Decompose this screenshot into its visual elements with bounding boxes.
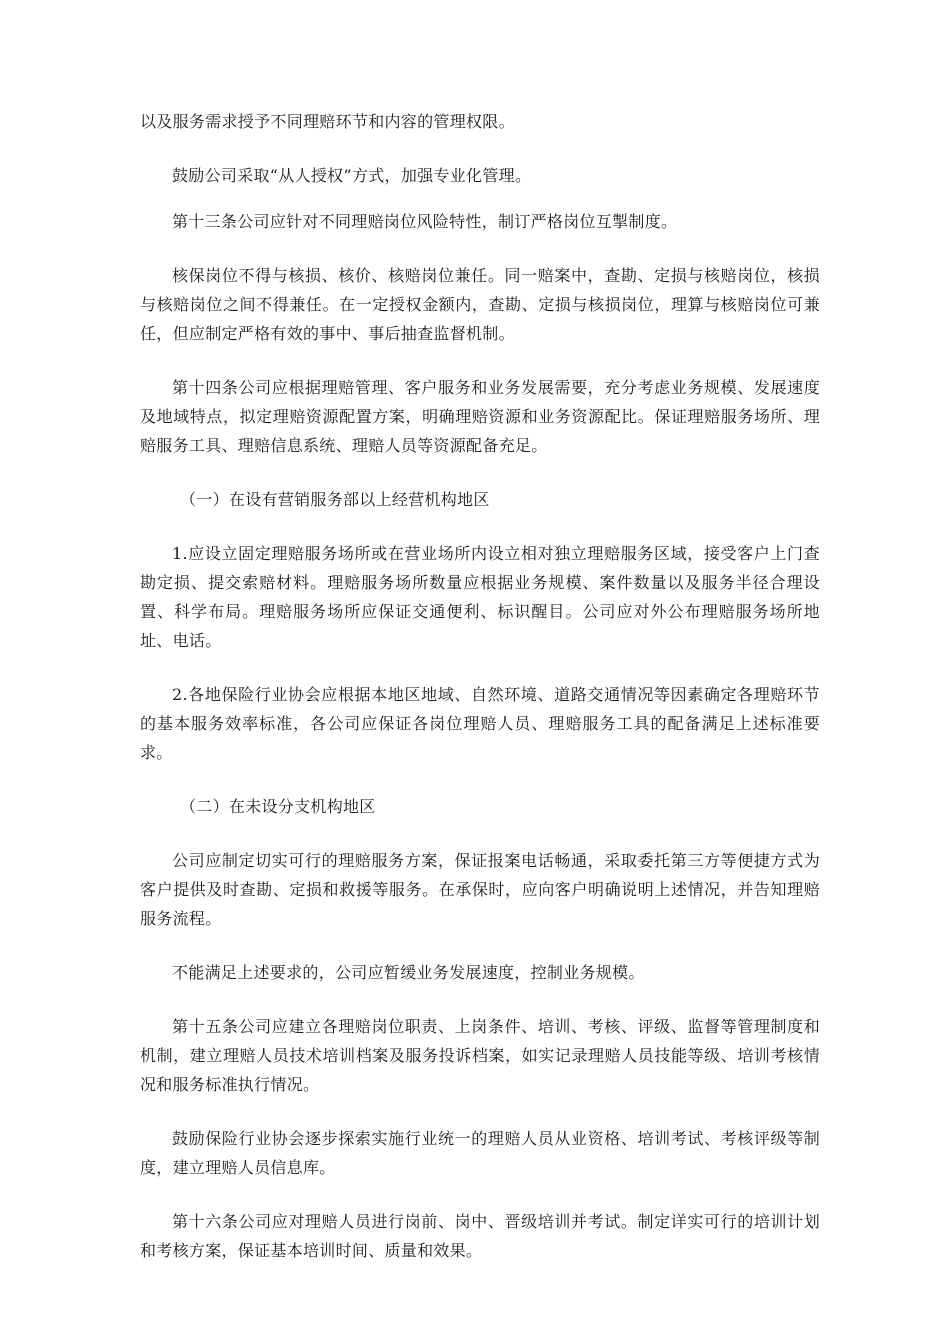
paragraph-article-15: 第十五条公司应建立各理赔岗位职责、上岗条件、培训、考核、评级、监督等管理制度和机制，建立理赔人员技术培训档案及服务投诉档案，如实记录理赔人员技能等级、培训考核情况和服务标准执行情况。 — [140, 1017, 820, 1094]
paragraph-article-13: 第十三条公司应针对不同理赔岗位风险特性，制订严格岗位互掣制度。 — [172, 212, 678, 231]
paragraph-service-plan: 公司应制定切实可行的理赔服务方案，保证报案电话畅通，采取委托第三方等便捷方式为客户提供及时查勘、定损和救援等服务。在承保时，应向客户明确说明上述情况，并告知理赔服务流程。 — [140, 851, 820, 928]
paragraph-article-16: 第十六条公司应对理赔人员进行岗前、岗中、晋级培训并考试。制定详实可行的培训计划和考核方案，保证基本培训时间、质量和效果。 — [140, 1212, 820, 1260]
paragraph-authorization: 鼓励公司采取“从人授权”方式，加强专业化管理。 — [172, 166, 532, 185]
paragraph-post-restrictions: 核保岗位不得与核损、核价、核赔岗位兼任。同一赔案中，查勘、定损与核赔岗位，核损与核赔岗位之间不得兼任。在一定授权金额内，查勘、定损与核损岗位，理算与核赔岗位可兼任，但应制定严格有效的事中、事后抽查监督机制。 — [140, 266, 820, 343]
paragraph-slow-development: 不能满足上述要求的，公司应暂缓业务发展速度，控制业务规模。 — [172, 963, 645, 982]
paragraph-item-1: 1.应设立固定理赔服务场所或在营业场所内设立相对独立理赔服务区域，接受客户上门查勘定损、提交索赔材料。理赔服务场所数量应根据业务规模、案件数量以及服务半径合理设置、科学布局。理赔服务场所应保证交通便利、标识醒目。公司应对外公布理赔服务场所地址、电话。 — [140, 544, 820, 650]
paragraph-section-1-heading: （一）在设有营销服务部以上经营机构地区 — [180, 490, 490, 509]
paragraph-item-2: 2.各地保险行业协会应根据本地区地域、自然环境、道路交通情况等因素确定各理赔环节的基本服务效率标准，各公司应保证各岗位理赔人员、理赔服务工具的配备满足上述标准要求。 — [140, 685, 820, 762]
paragraph-article-14: 第十四条公司应根据理赔管理、客户服务和业务发展需要，充分考虑业务规模、发展速度及地域特点，拟定理赔资源配置方案，明确理赔资源和业务资源配比。保证理赔服务场所、理赔服务工具、理赔信息系统、理赔人员等资源配备充足。 — [140, 378, 820, 455]
document-body — [140, 107, 820, 1290]
paragraph-industry-association: 鼓励保险行业协会逐步探索实施行业统一的理赔人员从业资格、培训考试、考核评级等制度，建立理赔人员信息库。 — [140, 1129, 820, 1177]
paragraph-section-2-heading: （二）在未设分支机构地区 — [180, 797, 376, 816]
paragraph-continuation: 以及服务需求授予不同理赔环节和内容的管理权限。 — [140, 112, 515, 131]
